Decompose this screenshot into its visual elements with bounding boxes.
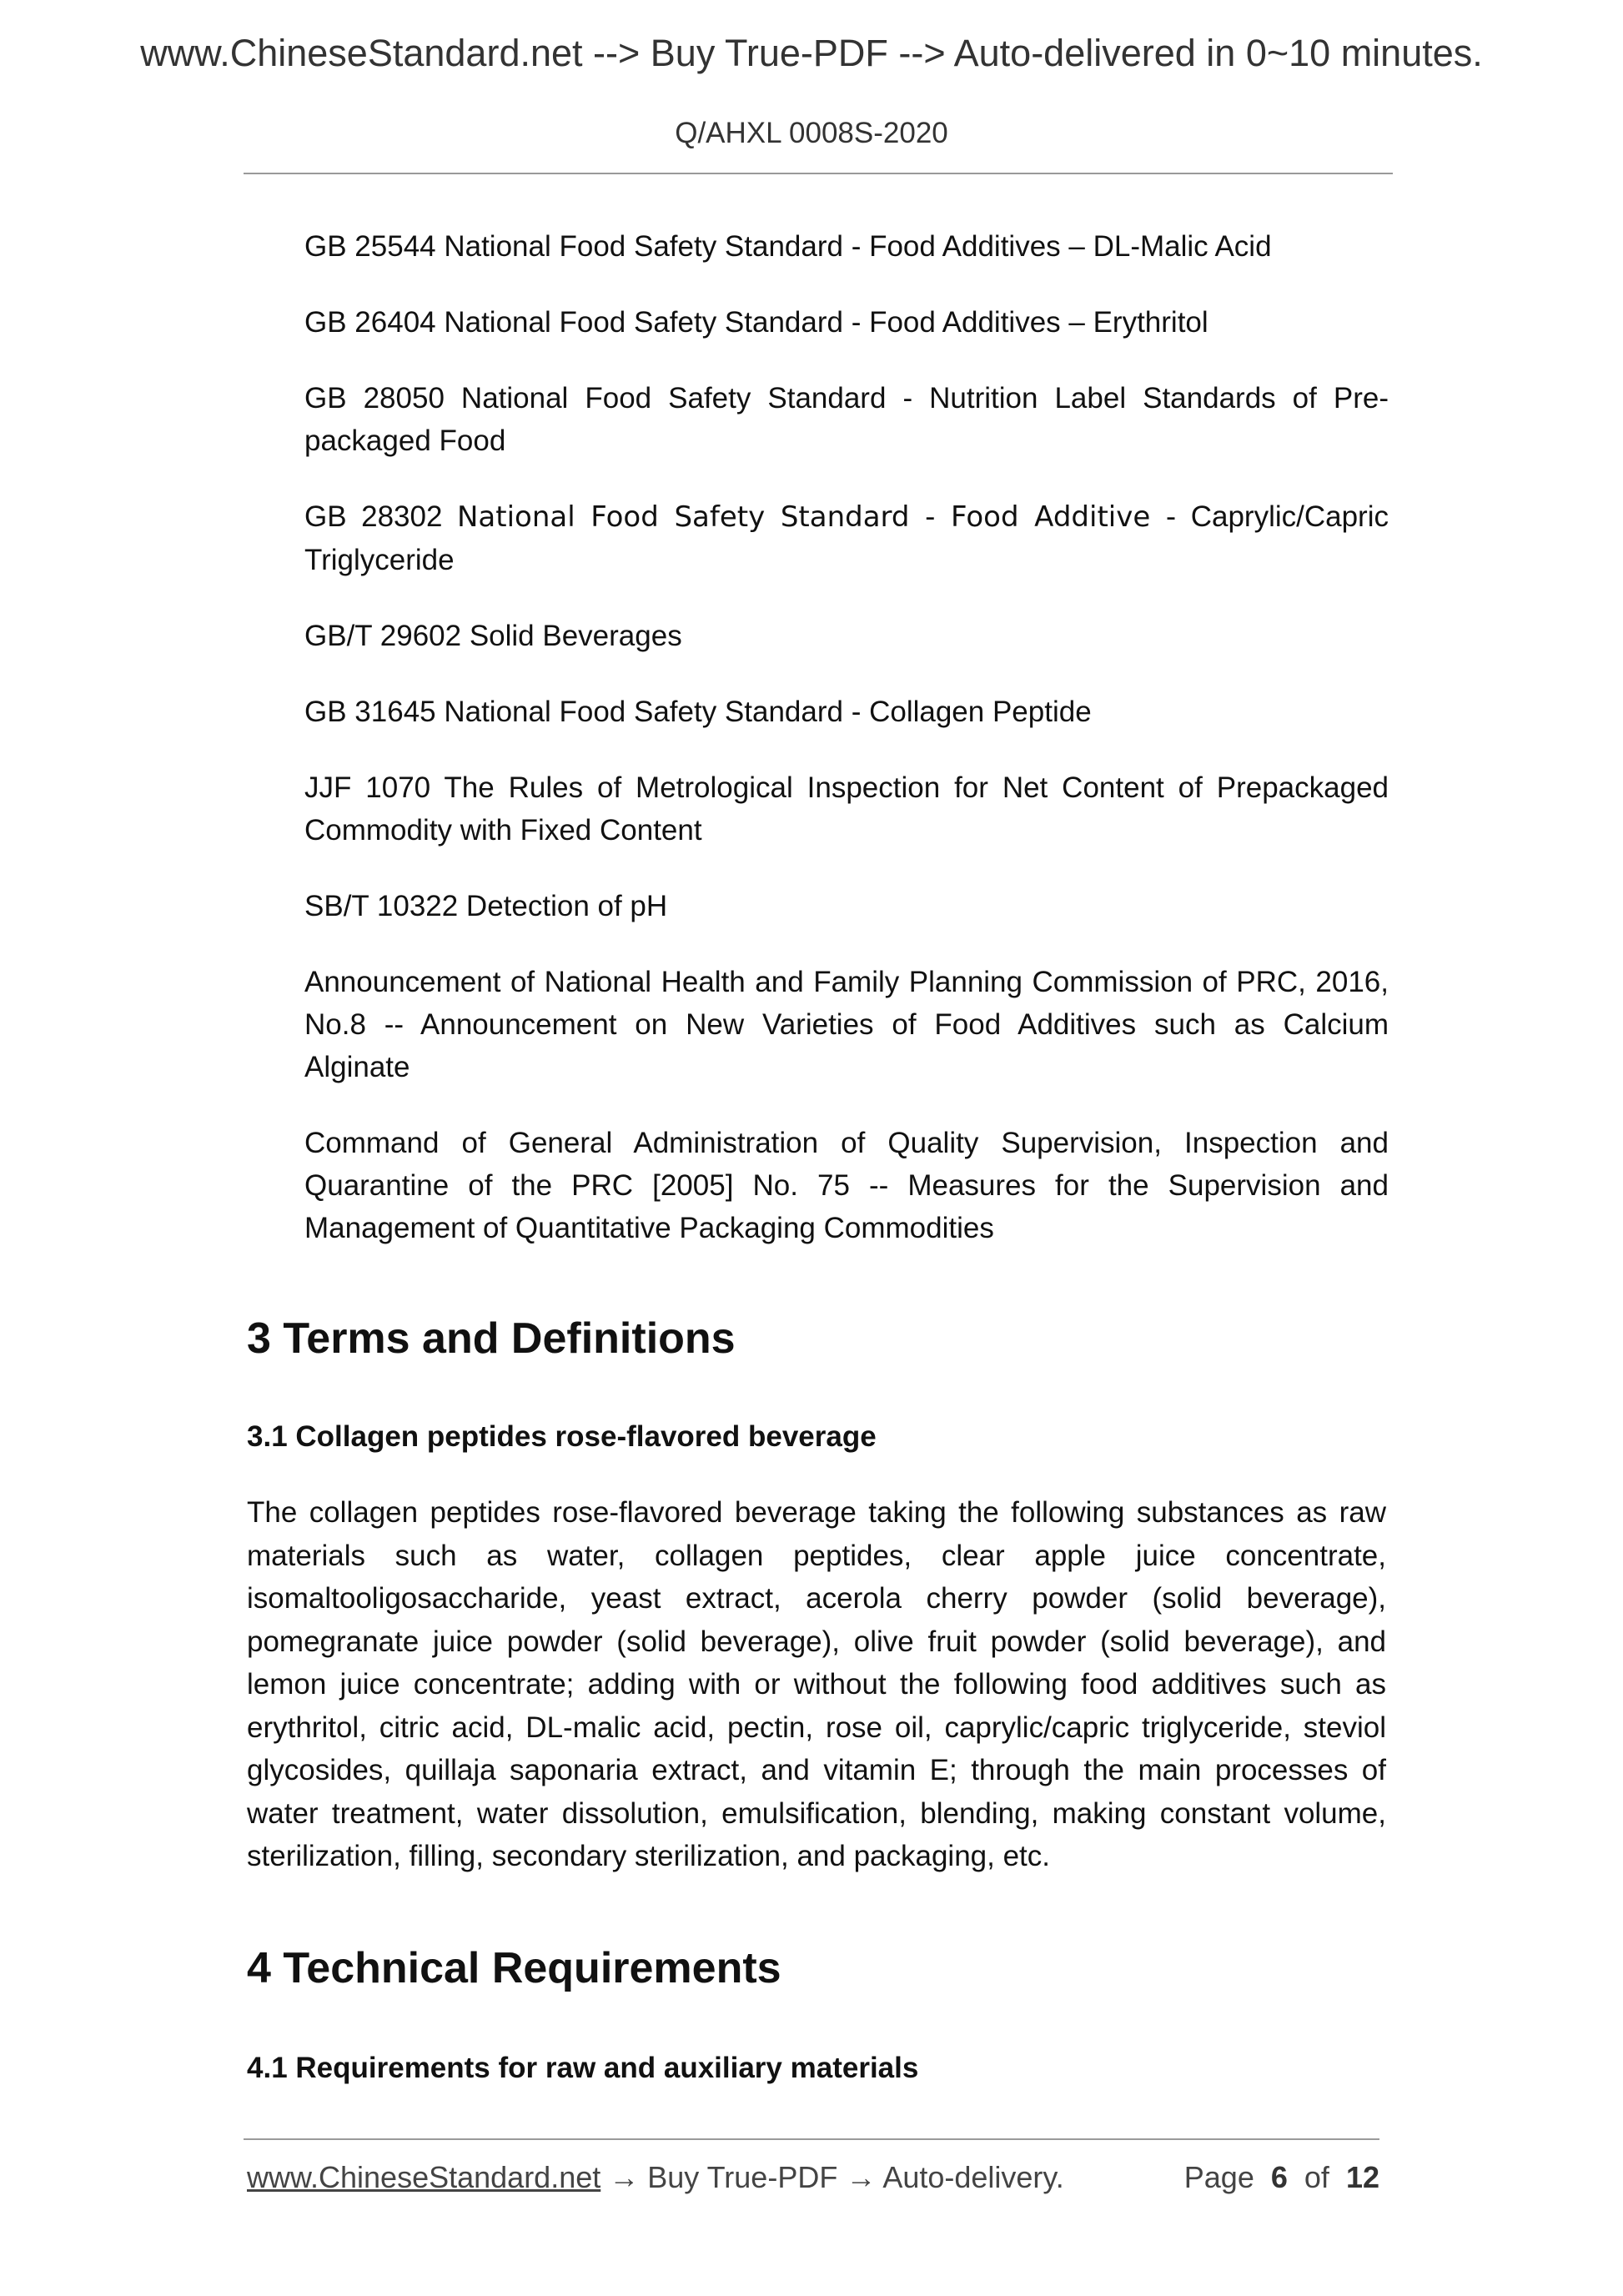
subsection-heading: 4.1 Requirements for raw and auxiliary materials xyxy=(247,2052,919,2084)
reference-title: National Food Safety Standard - Food Additive - xyxy=(456,500,1177,534)
reference-item xyxy=(304,495,1389,581)
reference-item: Command of General Administration of Quality Supervision, Inspection and Quarantine of the PRC [2005] No. 75 -- Measures for the Supervision and Management of Quantitative Packaging Commodities xyxy=(304,1127,1389,1244)
reference-item: GB 31645 National Food Safety Standard - Collagen Peptide xyxy=(304,696,1092,728)
site-banner: www.ChineseStandard.net --> Buy True-PDF --> Auto-delivered in 0~10 minutes. xyxy=(140,32,1483,74)
reference-item: JJF 1070 The Rules of Metrological Inspection for Net Content of Prepackaged Commodity with Fixed Content xyxy=(304,771,1389,847)
header-divider xyxy=(244,173,1393,174)
reference-item: GB/T 29602 Solid Beverages xyxy=(304,620,682,652)
page-number: 6 xyxy=(1270,2160,1288,2194)
reference-item: Announcement of National Health and Family Planning Commission of PRC, 2016, No.8 -- Announcement on New Varieties of Food Additives such as Calcium Alginate xyxy=(304,966,1389,1083)
footer-tagline: → Buy True-PDF → Auto-delivery. xyxy=(600,2160,1064,2194)
page-footer xyxy=(247,2160,1379,2195)
definition-paragraph: The collagen peptides rose-flavored beverage taking the following substances as raw materials such as water, collagen peptides, clear apple juice concentrate, isomaltooligosaccharide, yeast extract, acerola cherry powder (solid beverage), pomegranate juice powder (solid beverage), olive fruit powder (solid beverage), and lemon juice concentrate; adding with or without the following food additives such as erythritol, citric acid, DL-malic acid, pectin, rose oil, caprylic/capric triglyceride, steviol glycosides, quillaja saponaria extract, and vitamin E; through the main processes of water treatment, water dissolution, emulsification, blending, making constant volume, sterilization, filling, secondary sterilization, and packaging, etc. xyxy=(247,1496,1386,1872)
normative-references-list xyxy=(304,225,1389,1283)
reference-item: GB 25544 National Food Safety Standard - Food Additives – DL-Malic Acid xyxy=(304,230,1272,263)
subsection-heading: 3.1 Collagen peptides rose-flavored beverage xyxy=(247,1420,877,1453)
reference-item: GB 26404 National Food Safety Standard - Food Additives – Erythritol xyxy=(304,306,1208,339)
reference-item: GB 28050 National Food Safety Standard - Nutrition Label Standards of Pre-packaged Food xyxy=(304,382,1389,457)
document-code: Q/AHXL 0008S-2020 xyxy=(675,117,948,149)
section-heading: 3 Terms and Definitions xyxy=(247,1314,736,1363)
page-total: 12 xyxy=(1345,2160,1379,2194)
site-link[interactable]: www.ChineseStandard.net xyxy=(247,2160,601,2194)
reference-title-tail: Caprylic/Capric Triglyceride xyxy=(304,500,1389,576)
page-indicator: Page 6 of 12 xyxy=(1183,2160,1379,2194)
reference-item: SB/T 10322 Detection of pH xyxy=(304,890,668,922)
section-heading: 4 Technical Requirements xyxy=(247,1944,781,1992)
footer-divider xyxy=(244,2138,1379,2140)
reference-code: GB 28302 xyxy=(304,500,443,533)
